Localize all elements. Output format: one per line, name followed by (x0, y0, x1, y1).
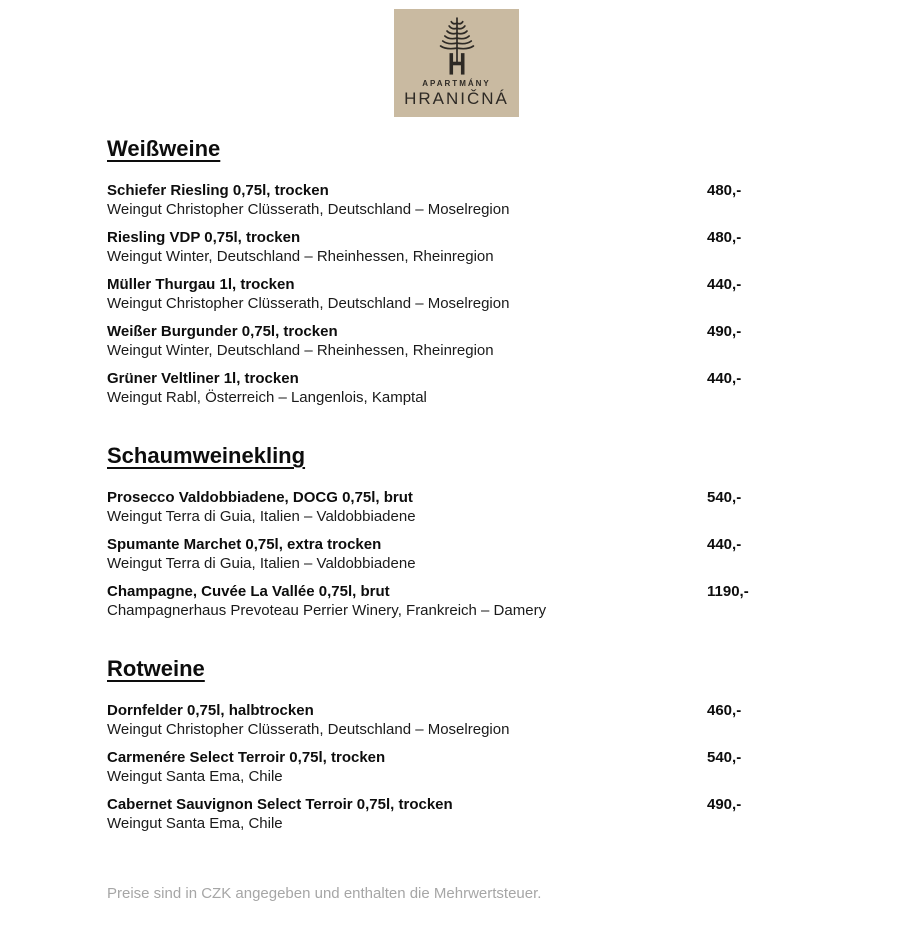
menu-item (107, 322, 807, 360)
wine-producer: Weingut Christopher Clüsserath, Deutschland – Moselregion (107, 201, 510, 218)
menu-item (107, 582, 807, 620)
wine-price: 490,- (707, 796, 742, 813)
price-disclaimer: Preise sind in CZK angegeben und enthalten die Mehrwertsteuer. (107, 885, 542, 902)
wine-producer: Weingut Santa Ema, Chile (107, 815, 283, 832)
menu-item (107, 181, 807, 219)
wine-price: 1190,- (707, 583, 749, 600)
wine-name: Riesling VDP 0,75l, trocken (107, 229, 301, 246)
wine-name: Spumante Marchet 0,75l, extra trocken (107, 536, 382, 553)
wine-name: Müller Thurgau 1l, trocken (107, 276, 295, 293)
wine-name: Weißer Burgunder 0,75l, trocken (107, 323, 338, 340)
wine-producer: Weingut Santa Ema, Chile (107, 768, 283, 785)
wine-producer: Weingut Winter, Deutschland – Rheinhessen, Rheinregion (107, 248, 494, 265)
wine-name: Schiefer Riesling 0,75l, trocken (107, 182, 329, 199)
menu-item (107, 701, 807, 739)
section-title: Weißweine (107, 136, 221, 161)
menu-item (107, 228, 807, 266)
logo-title: HRANIČNÁ (404, 89, 509, 108)
wine-price: 480,- (707, 229, 742, 246)
wine-name: Carmenére Select Terroir 0,75l, trocken (107, 749, 386, 766)
wine-menu (107, 117, 807, 902)
wine-price: 540,- (707, 489, 742, 506)
wine-price: 460,- (707, 702, 742, 719)
wine-producer: Weingut Terra di Guia, Italien – Valdobbiadene (107, 555, 416, 572)
wine-name: Champagne, Cuvée La Vallée 0,75l, brut (107, 583, 390, 600)
wine-price: 440,- (707, 536, 742, 553)
wine-name: Grüner Veltliner 1l, trocken (107, 370, 299, 387)
menu-item (107, 488, 807, 526)
wine-price: 540,- (707, 749, 742, 766)
section-title: Rotweine (107, 656, 205, 681)
wine-producer: Weingut Rabl, Österreich – Langenlois, Kamptal (107, 389, 427, 406)
wine-price: 490,- (707, 323, 742, 340)
menu-item (107, 275, 807, 313)
wine-producer: Weingut Christopher Clüsserath, Deutschland – Moselregion (107, 295, 510, 312)
wine-producer: Weingut Winter, Deutschland – Rheinhessen, Rheinregion (107, 342, 494, 359)
wine-price: 480,- (707, 182, 742, 199)
section-sparkling-wines (107, 443, 807, 620)
logo (394, 9, 519, 117)
logo-subtitle: APARTMÁNY (422, 79, 491, 88)
wine-producer: Weingut Terra di Guia, Italien – Valdobbiadene (107, 508, 416, 525)
wine-price: 440,- (707, 276, 742, 293)
wine-name: Dornfelder 0,75l, halbtrocken (107, 702, 314, 719)
wine-name: Cabernet Sauvignon Select Terroir 0,75l, trocken (107, 796, 453, 813)
section-white-wines (107, 136, 807, 407)
wine-price: 440,- (707, 370, 742, 387)
wine-producer: Weingut Christopher Clüsserath, Deutschland – Moselregion (107, 721, 510, 738)
menu-item (107, 369, 807, 407)
wine-name: Prosecco Valdobbiadene, DOCG 0,75l, brut (107, 489, 413, 506)
section-title: Schaumweinekling (107, 443, 306, 468)
spruce-tree-icon (394, 16, 519, 76)
wine-producer: Champagnerhaus Prevoteau Perrier Winery, Frankreich – Damery (107, 602, 547, 619)
section-red-wines (107, 656, 807, 833)
menu-item (107, 795, 807, 833)
menu-item (107, 535, 807, 573)
menu-item (107, 748, 807, 786)
